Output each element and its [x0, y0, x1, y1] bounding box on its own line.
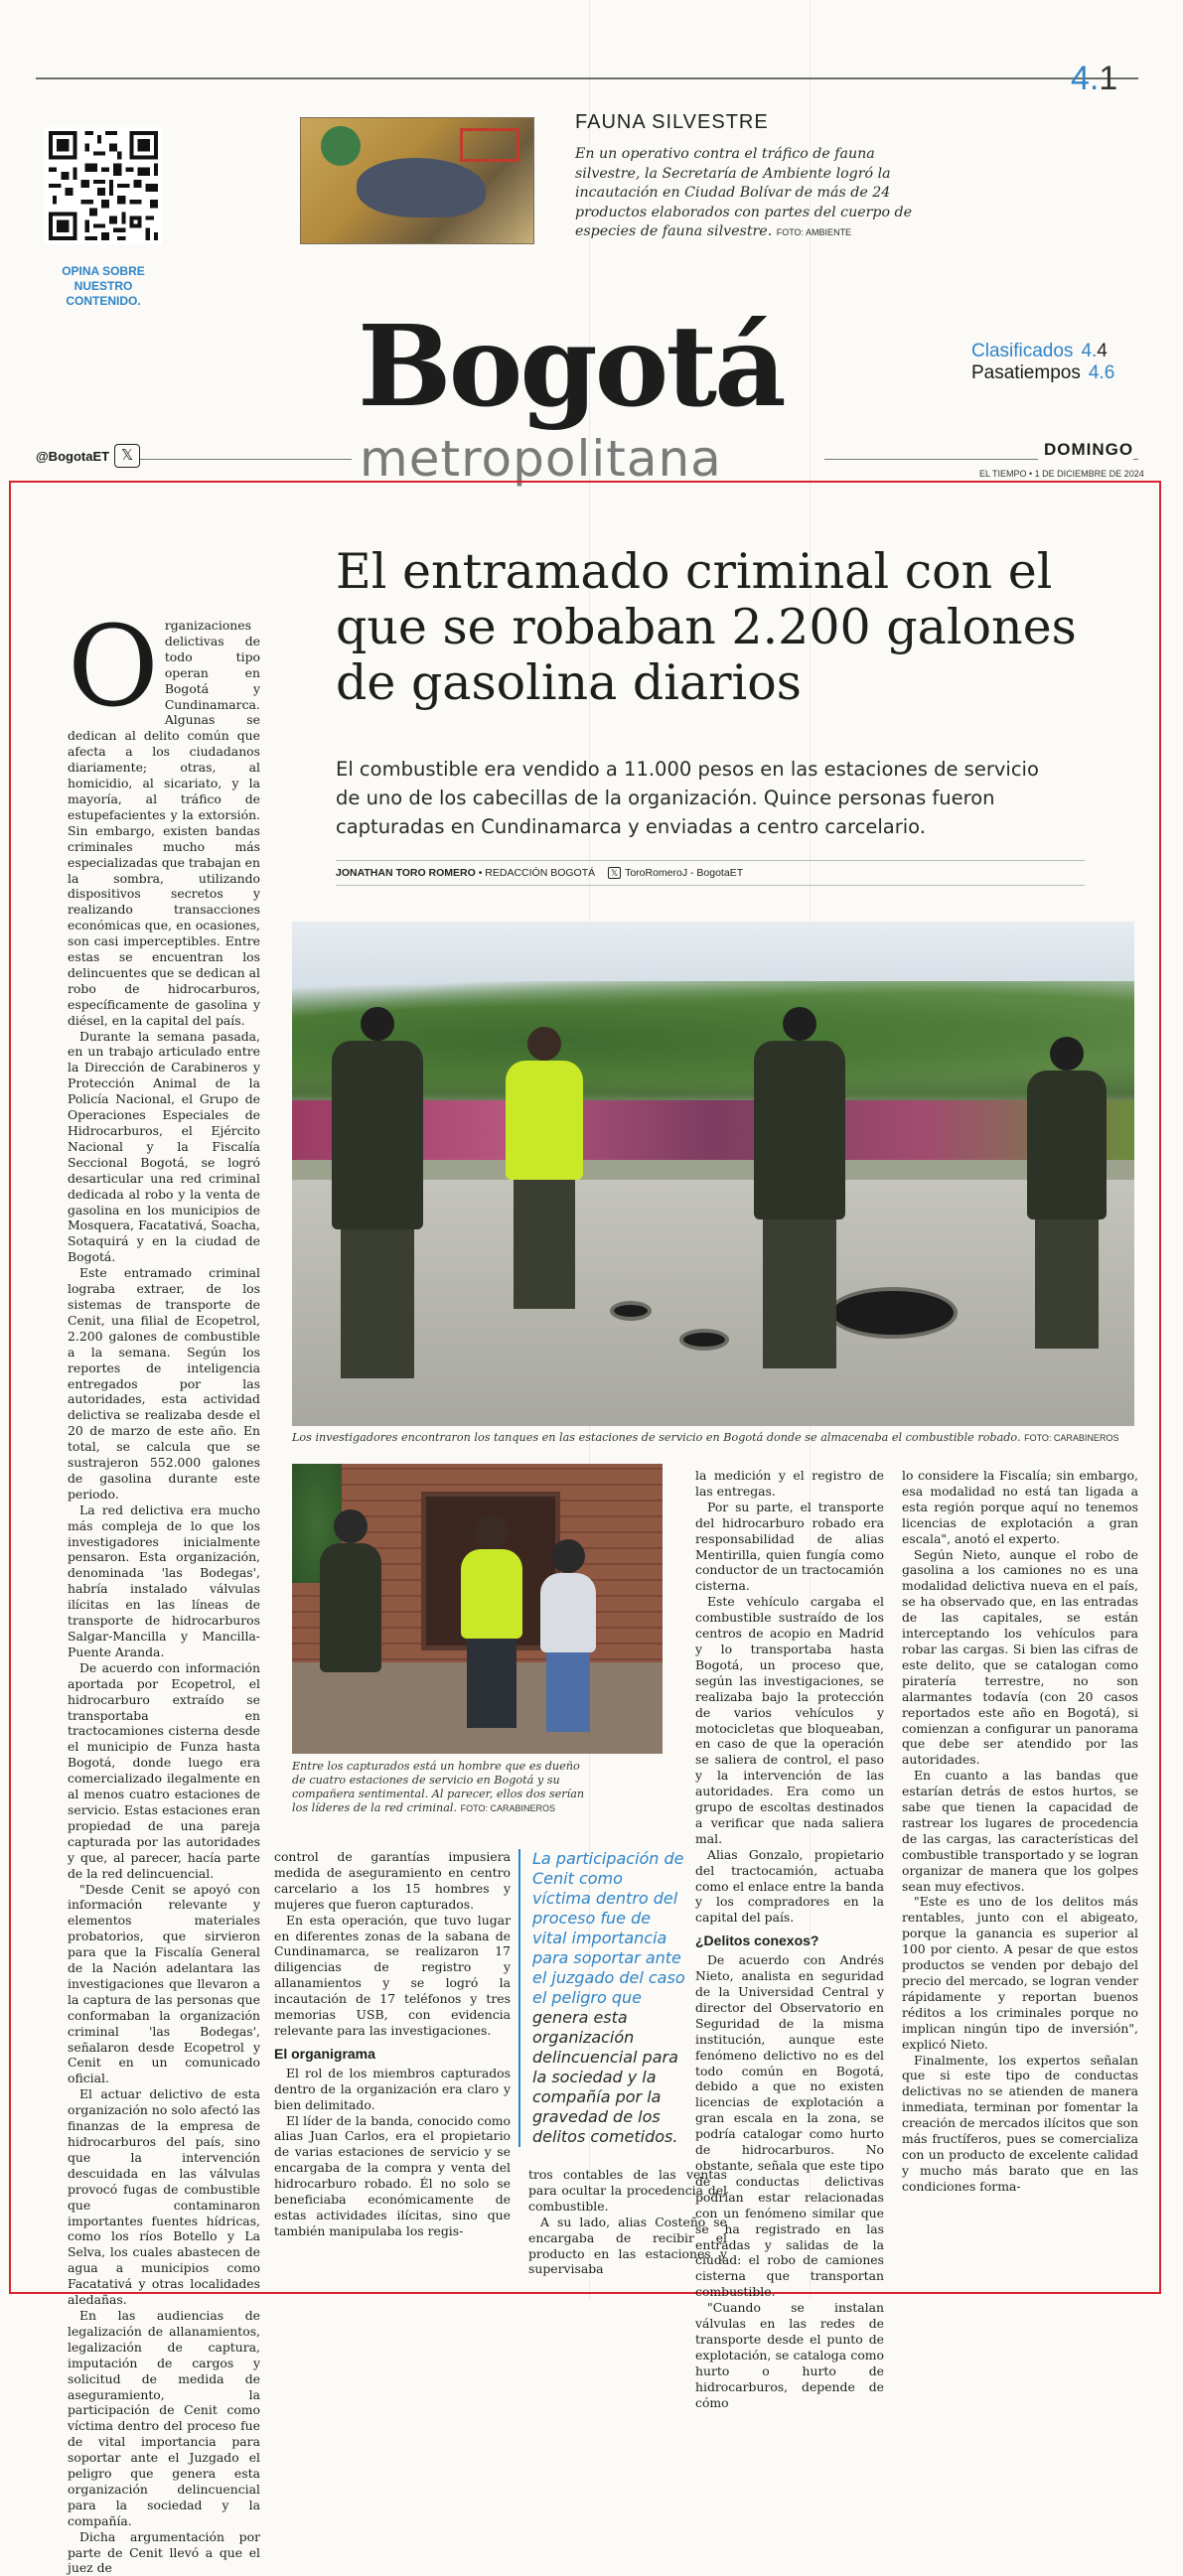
pull-quote-rest: genera esta organización delincuencial para la sociedad y la compañía por la gravedad de los delitos cometidos. — [532, 2008, 678, 2146]
paragraph: La red delictiva era mucho más compleja de lo que los investigadores inicialmente pensaron. Esta organización, denominada 'las Bodegas', habría instalado válvulas ilícitas en las líneas de transporte de hidrocarburos Salgar-Mancilla y Mancilla-Puente Aranda. — [68, 1502, 260, 1659]
qr-caption: OPINA SOBRE NUESTRO CONTENIDO. — [62, 264, 145, 308]
fauna-photo — [300, 117, 534, 244]
section-index — [971, 341, 1120, 384]
day-label: DOMINGO — [1038, 440, 1133, 460]
paragraph: la medición y el registro de las entregas. — [695, 1468, 884, 1499]
twitter-handle[interactable]: @BogotaET — [36, 449, 115, 464]
paragraph: Durante la semana pasada, en un trabajo articulado entre la Dirección de Carabineros y Protección Animal de la Policía Nacional, el Grupo de Operaciones Especiales de Hidrocarburos, el Ejército Nacional y la Fiscalía Seccional Bogotá, se logró desarticular una red criminal dedicada al robo y la venta de gasolina en los municipios de Mosquera, Facatativá, Soacha, Sotaquirá y en la ciudad de Bogotá. — [68, 1028, 260, 1265]
paragraph: "Desde Cenit se apoyó con información relevante y elementos materiales probatorios, que sirvieron para que la Fiscalía General de la Nación adelantara las investigaciones que llevaron a la captura de las personas que conformaban la organización criminal 'las Bodegas', señalaron desde Ecopetrol y Cenit en un comunicado oficial. — [68, 1881, 260, 2086]
paragraph: De acuerdo con Andrés Nieto, analista en seguridad de la Universidad Central y director del Observatorio en Seguridad de la misma institución, aunque este fenómeno delictivo no es del todo común en Bogotá, debido a que no existen licencias de explotación a gran escala en la zona, se podría catalogar como hurto de hidrocarburos. No obstante, señala que este tipo de conductas delictivas podrían estar relacionadas con un fenómeno similar que se ha registrado en las entradas y salidas de la ciudad: el robo de camiones cisterna que transportan combustible. — [695, 1952, 884, 2300]
byline-author: JONATHAN TORO ROMERO — [336, 867, 476, 879]
article-deck: El combustible era vendido a 11.000 pesos en las estaciones de servicio de uno de los cabecillas de la organización. Quince personas fueron capturadas en Cundinamarca y enviadas a centro carcelario. — [336, 758, 1039, 838]
article-column-2 — [274, 1849, 511, 2286]
paragraph: Finalmente, los expertos señalan que si este tipo de conductas delictivas no se atienden de manera inmediata, terminan por fomentar la creación de mercados ilícitos que son más fructíferos, pues se comercializa con un producto de excelente calidad y mucho más barato que en las condiciones forma- — [902, 2052, 1138, 2194]
masthead-subtitle: metropolitana — [360, 430, 722, 488]
article-column-3 — [695, 1468, 884, 2410]
main-photo-credit: FOTO: CARABINEROS — [1024, 1433, 1119, 1443]
paragraph: Según Nieto, aunque el robo de gasolina a los camiones no es una modalidad delictiva nueva en el país, se ha observado que, en las entradas de las capitales, se están interceptando los vehículos para robar las cargas. Si bien las cifras de este delito, que se catalogan como piratería terrestre, no son alarmantes todavía (con 20 casos reportados este año en Bogotá), si comienzan a configurar un panorama que debe ser atendido por las autoridades. — [902, 1546, 1138, 1768]
paragraph: A su lado, alias Costeño se encargaba de recibir el producto en las estaciones y supervisaba — [528, 2214, 727, 2277]
article-column-1 — [68, 603, 260, 2576]
index-row-clasificados[interactable] — [971, 341, 1120, 362]
paragraph: Este vehículo cargaba el combustible sustraído de los centros de acopio en Madrid y lo transportaba hasta Bogotá, un proceso que, según las investigaciones, se realizaba bajo la protección de varios vehículos y motocicletas que bloqueaban, en caso de que la operación se saliera de control, el paso y la intervención de las autoridades. Era como un grupo de escoltas destinados a verificar que nada saliera mal. — [695, 1594, 884, 1846]
fauna-text — [575, 145, 925, 243]
main-photo-caption — [292, 1431, 1134, 1444]
index-name: Pasatiempos — [971, 362, 1081, 383]
qr-code-icon[interactable] — [45, 127, 162, 244]
masthead-title: Bogotá — [358, 302, 784, 432]
top-rule — [36, 77, 1138, 79]
paragraph: En cuanto a las bandas que estarían detrás de estos hurtos, se sabe que tienen la capacidad de rastrear los lugares de procedencia de las cargas, las características del combustible transportado y se logran organizar de manera que los golpes sean muy efectivos. — [902, 1768, 1138, 1894]
section-number — [1071, 60, 1117, 98]
paragraph: El actuar delictivo de esta organización no solo afectó las finanzas de la empresa de hidrocarburos del país, sino que la intervención descuidada en las válvulas provocó fugas de combustible que contaminaron importantes fuentes hídricas, como los ríos Botello y La Selva, los cuales abastecen de agua a municipios como Facatativá y otras localidades aledañas. — [68, 2086, 260, 2308]
index-name: Clasificados — [971, 341, 1074, 361]
index-page — [1089, 362, 1120, 384]
byline-desk: • REDACCIÓN BOGOTÁ — [475, 867, 596, 879]
x-logo-icon[interactable]: 𝕏 — [114, 444, 140, 468]
section-number-minor: 1 — [1099, 60, 1118, 97]
secondary-photo-caption-text: Entre los capturados está un hombre que es dueño de cuatro estaciones de servicio en Bogotá y su compañera sentimental. Al parecer, ellos dos serían los líderes de la red criminal. — [292, 1760, 585, 1814]
drop-cap: O — [68, 603, 159, 732]
paragraph: De acuerdo con información aportada por Ecopetrol, el hidrocarburo extraído se transportaba en tractocamiones cisterna desde el municipio de Funza hasta Bogotá, donde luego era comercializado ilegalmente en al menos cuatro estaciones de servicio. Estas estaciones eran propiedad de una pareja capturada por las autoridades y que, al parecer, hacía parte de la red delincuencial. — [68, 1659, 260, 1881]
index-row-pasatiempos[interactable] — [971, 362, 1120, 384]
paragraph: tros contables de las ventas para ocultar la procedencia del combustible. — [528, 2167, 727, 2214]
article-byline — [336, 860, 1085, 886]
article-column-4 — [902, 1468, 1138, 2288]
paragraph: En esta operación, que tuvo lugar en diferentes zonas de la sabana de Cundinamarca, se realizaron 17 diligencias de registro y allanamientos y se logró la incautación de 17 teléfonos y tres memorias USB, con evidencia relevante para las investigaciones. — [274, 1912, 511, 2038]
index-page-major: 4. — [1088, 362, 1105, 383]
secondary-photo — [292, 1464, 663, 1754]
secondary-photo-credit: FOTO: CARABINEROS — [460, 1803, 555, 1813]
byline-social[interactable]: ToroRomeroJ - BogotaET — [625, 867, 744, 879]
paragraph: El líder de la banda, conocido como alias Juan Carlos, era el propietario de varias estaciones de servicio y se encargaba de la compra y venta del hidrocarburo robado. Él no solo se beneficiaba económicamente de estas actividades ilícitas, sino que también manipulaba los regis- — [274, 2112, 511, 2238]
index-page-minor: 4 — [1097, 341, 1108, 361]
paragraph: Por su parte, el transporte del hidrocarburo robado era responsabilidad de alias Mentirilla, quien fungía como conductor de un tractocamión cisterna. — [695, 1499, 884, 1594]
subheading-organigrama: El organigrama — [274, 2045, 375, 2062]
subheading-delitos-conexos: ¿Delitos conexos? — [695, 1932, 819, 1949]
paragraph: "Cuando se instalan válvulas en las redes de transporte desde el punto de explotación, se cataloga como hurto o hurto de hidrocarburos, depende de cómo — [695, 2300, 884, 2410]
x-logo-icon: 𝕏 — [608, 867, 621, 879]
paragraph: rganizaciones delictivas de todo tipo operan en Bogotá y Cundinamarca. Algunas se dedican al delito común que afecta a los ciudadanos diariamente; otras, al homicidio, al sicariato, y la mayoría, al tráfico de estupefacientes y la extorsión. Sin embargo, existen bandas criminales mucho más especializadas que trabajan en la sombra, utilizando dispositivos secretos y realizando transacciones económicas que, en ocasiones, son casi imperceptibles. Entre estas se encuentran los delincuentes que se dedican al robo de hidrocarburos, específicamente de gasolina y diésel, en la capital del país. — [68, 618, 260, 1028]
paragraph: control de garantías impusiera medida de aseguramiento en centro carcelario a los 15 hombres y mujeres que fueron capturados. — [274, 1849, 511, 1912]
edition-date: EL TIEMPO • 1 DE DICIEMBRE DE 2024 — [979, 469, 1144, 479]
index-page — [1081, 341, 1112, 362]
fauna-photo-credit: FOTO: AMBIENTE — [776, 227, 852, 238]
main-photo-caption-text: Los investigadores encontraron los tanques en las estaciones de servicio en Bogotá donde se almacenaba el combustible robado. — [292, 1431, 1021, 1444]
section-number-major: 4. — [1071, 60, 1100, 97]
main-photo — [292, 922, 1134, 1426]
paragraph: El rol de los miembros capturados dentro de la organización era claro y bien delimitado. — [274, 2065, 511, 2112]
secondary-photo-caption — [292, 1760, 590, 1815]
paragraph: En las audiencias de legalización de allanamientos, legalización de captura, imputación de cargos y solicitud de medida de aseguramiento, la participación de Cenit como víctima dentro del proceso fue de vital importancia para soportar ante el Juzgado el peligro que genera esta organización delincuencial para la sociedad y la compañía. — [68, 2307, 260, 2528]
fauna-title: FAUNA SILVESTRE — [575, 111, 769, 133]
paragraph: Alias Gonzalo, propietario del tractocamión, actuaba como el enlace entre la banda y los compradores en la capital del país. — [695, 1846, 884, 1926]
paragraph: lo considere la Fiscalía; sin embargo, esa modalidad no está tan ligada a esta región porque aquí no tenemos licencias de explotación a gran escala", anotó el experto. — [902, 1468, 1138, 1546]
paragraph: "Este es uno de los delitos más rentables, junto con el abigeato, porque la ganancia es superior al 100 por ciento. A pesar de que estos productos se venden por debajo del precio del mercado, se logran vender rápidamente y reportan buenos réditos a los criminales porque no implican ningún tipo de inversión", explicó Nieto. — [902, 1894, 1138, 2052]
index-page-minor: 6 — [1104, 362, 1115, 383]
paragraph: Este entramado criminal lograba extraer, de los sistemas de transporte de Cenit, una filial de Ecopetrol, 2.200 galones de combustible a la semana. Según los reportes de inteligencia entregados por las autoridades, esta actividad delictiva se realizaba desde el 20 de marzo de este año. En total, se calcula que se sustrajeron 552.000 galones de gasolina durante este periodo. — [68, 1265, 260, 1502]
article-headline: El entramado criminal con el que se robaban 2.200 galones de gasolina diarios — [336, 543, 1077, 711]
fauna-text-body: En un operativo contra el tráfico de fauna silvestre, la Secretaría de Ambiente logró la incautación en Ciudad Bolívar de más de 24 productos elaborados con partes del cuerpo de especies de fauna silvestre. — [575, 146, 913, 240]
pull-quote — [518, 1849, 685, 2147]
index-page-major: 4. — [1081, 341, 1098, 361]
paragraph: Dicha argumentación por parte de Cenit llevó a que el juez de — [68, 2528, 260, 2576]
pull-quote-highlight: La participación de Cenit como víctima dentro del proceso fue de vital importancia para soportar ante el juzgado del caso el peligro que — [532, 1849, 685, 2007]
